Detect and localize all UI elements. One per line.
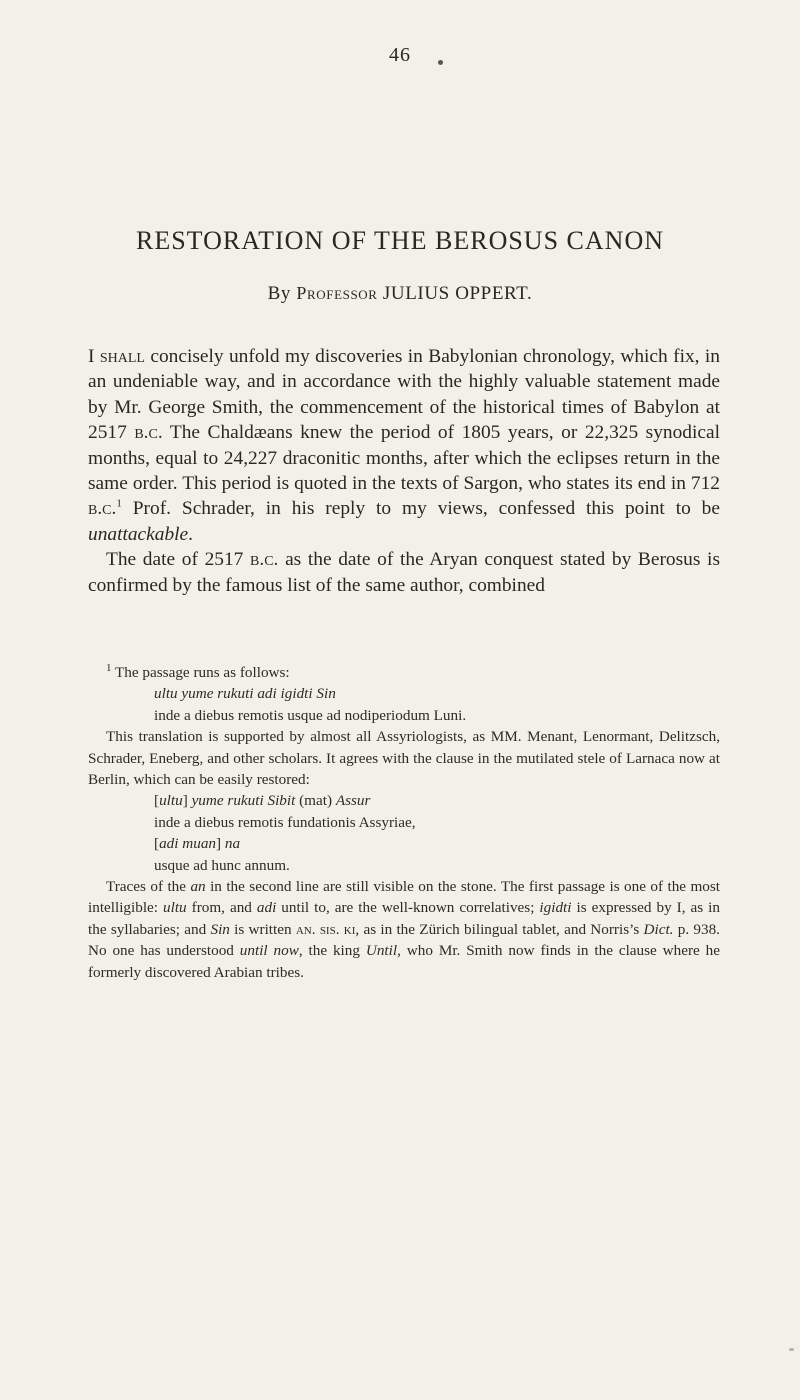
byline-rank: Professor bbox=[296, 283, 378, 303]
p2-bc: b.c. bbox=[250, 549, 279, 571]
fn-text: Traces of the bbox=[106, 878, 191, 896]
fn-italic: igidti bbox=[539, 899, 572, 917]
bracket-word-2: adi muan bbox=[159, 835, 217, 853]
p1-bc-2: b.c. bbox=[88, 498, 117, 520]
p1-bc-1: b.c. bbox=[134, 422, 163, 444]
verse-2-mid: (mat) bbox=[295, 792, 336, 810]
fn-italic: Sin bbox=[210, 920, 230, 938]
byline bbox=[0, 283, 800, 305]
bracket-close-2: ] bbox=[216, 835, 225, 853]
opening-caps: I shall bbox=[88, 346, 145, 367]
fn-text: , who Mr. Smith now finds in the clause where he formerly discovered Arabian tribes. bbox=[88, 942, 721, 981]
footnote-intro-text: The passage runs as follows: bbox=[111, 664, 290, 681]
bracket-close: ] bbox=[182, 792, 192, 810]
fn-italic: Dict. bbox=[643, 920, 674, 938]
fn-text: until to, are the well-known correlatives; bbox=[276, 899, 540, 917]
footnote-ref[interactable]: 1 bbox=[116, 497, 122, 510]
bracket-word: ultu bbox=[159, 792, 183, 810]
fn-text: p. 938. No one has understood bbox=[88, 920, 720, 960]
footnote-block bbox=[88, 662, 720, 983]
fn-text: is expressed by I, as in the syllabaries; and bbox=[88, 899, 720, 938]
fn-italic: ultu bbox=[163, 899, 187, 917]
verse-2-italic: yume rukuti Sibit bbox=[191, 792, 296, 810]
p2-text-b: as the date of the Aryan conquest stated by Berosus is confirmed by the famous list of the same author, combined bbox=[88, 549, 720, 596]
p1-emphasis: unattackable bbox=[88, 523, 189, 545]
p1-text-b: The Chaldæans knew the period of 1805 years, or 22,325 synodical months, equal to 24,227 draconitic months, after which the eclipses return in the same order. This period is quoted in the texts of Sargon, who states its end in 712 bbox=[88, 422, 720, 495]
byline-author: JULIUS OPPERT. bbox=[382, 283, 533, 304]
fn-italic: an bbox=[190, 878, 206, 896]
paragraph-2 bbox=[88, 547, 720, 598]
fn-text: , the king bbox=[298, 942, 366, 960]
verse-2-line-3-end: na bbox=[224, 835, 241, 853]
verse-1-line-2: inde a diebus remotis usque ad nodiperiodum Luni. bbox=[154, 706, 467, 724]
fn-text: is written bbox=[229, 920, 296, 938]
verse-2-line-4: usque ad hunc annum. bbox=[154, 856, 290, 874]
verse-2-end: Assur bbox=[335, 792, 371, 810]
p1-text-end: . bbox=[188, 523, 194, 545]
verse-1-line-1: ultu yume rukuti adi igidti Sin bbox=[154, 685, 336, 703]
bracket-open-2: [ bbox=[154, 835, 160, 853]
fn-text: , as in the Zürich bilingual tablet, and Norris’s bbox=[355, 920, 644, 938]
verse-2-line-2: inde a diebus remotis fundationis Assyriae, bbox=[154, 813, 416, 831]
article-title: RESTORATION OF THE BEROSUS CANON bbox=[136, 226, 664, 255]
byline-prefix: By bbox=[267, 283, 292, 304]
fn-italic: until now bbox=[239, 942, 299, 960]
fn-smallcaps: an. sis. ki bbox=[295, 920, 356, 938]
verse-2-line-1 bbox=[154, 790, 720, 811]
p1-text-c: Prof. Schrader, in his reply to my views, confessed this point to be bbox=[121, 498, 720, 520]
verse-1 bbox=[88, 683, 720, 726]
fn-text: in the second line are still visible on the stone. The first passage is one of the most intelligible: bbox=[88, 878, 721, 917]
paragraph-1 bbox=[88, 344, 720, 547]
paper-fleck bbox=[789, 1348, 794, 1351]
footnote-intro bbox=[88, 662, 720, 683]
footnote-para-1: This translation is supported by almost all Assyriologists, as MM. Menant, Lenormant, Delitzsch, Schrader, Eneberg, and other scholars. It agrees with the clause in the mutilated stele of Larnaca now at Berlin, which can be easily restored: bbox=[88, 728, 720, 789]
p2-text-a: The date of 2517 bbox=[106, 549, 251, 571]
footnote-para-2 bbox=[88, 876, 720, 983]
fn-italic: adi bbox=[256, 899, 277, 917]
fn-italic: Until bbox=[365, 942, 398, 960]
p1-text-a: concisely unfold my discoveries in Babylonian chronology, which fix, in an undeniable way, and in accordance with the highly valuable statement made by Mr. George Smith, the commencement of the historical times of Babylon at 2517 bbox=[88, 346, 720, 444]
footnote-marker: 1 bbox=[106, 661, 112, 674]
page-number: 46 bbox=[389, 44, 411, 66]
verse-2-line-3 bbox=[154, 833, 720, 854]
verse-2 bbox=[88, 790, 720, 876]
fn-text: from, and bbox=[186, 899, 257, 917]
body-text bbox=[88, 344, 720, 598]
bracket-open: [ bbox=[154, 792, 160, 810]
